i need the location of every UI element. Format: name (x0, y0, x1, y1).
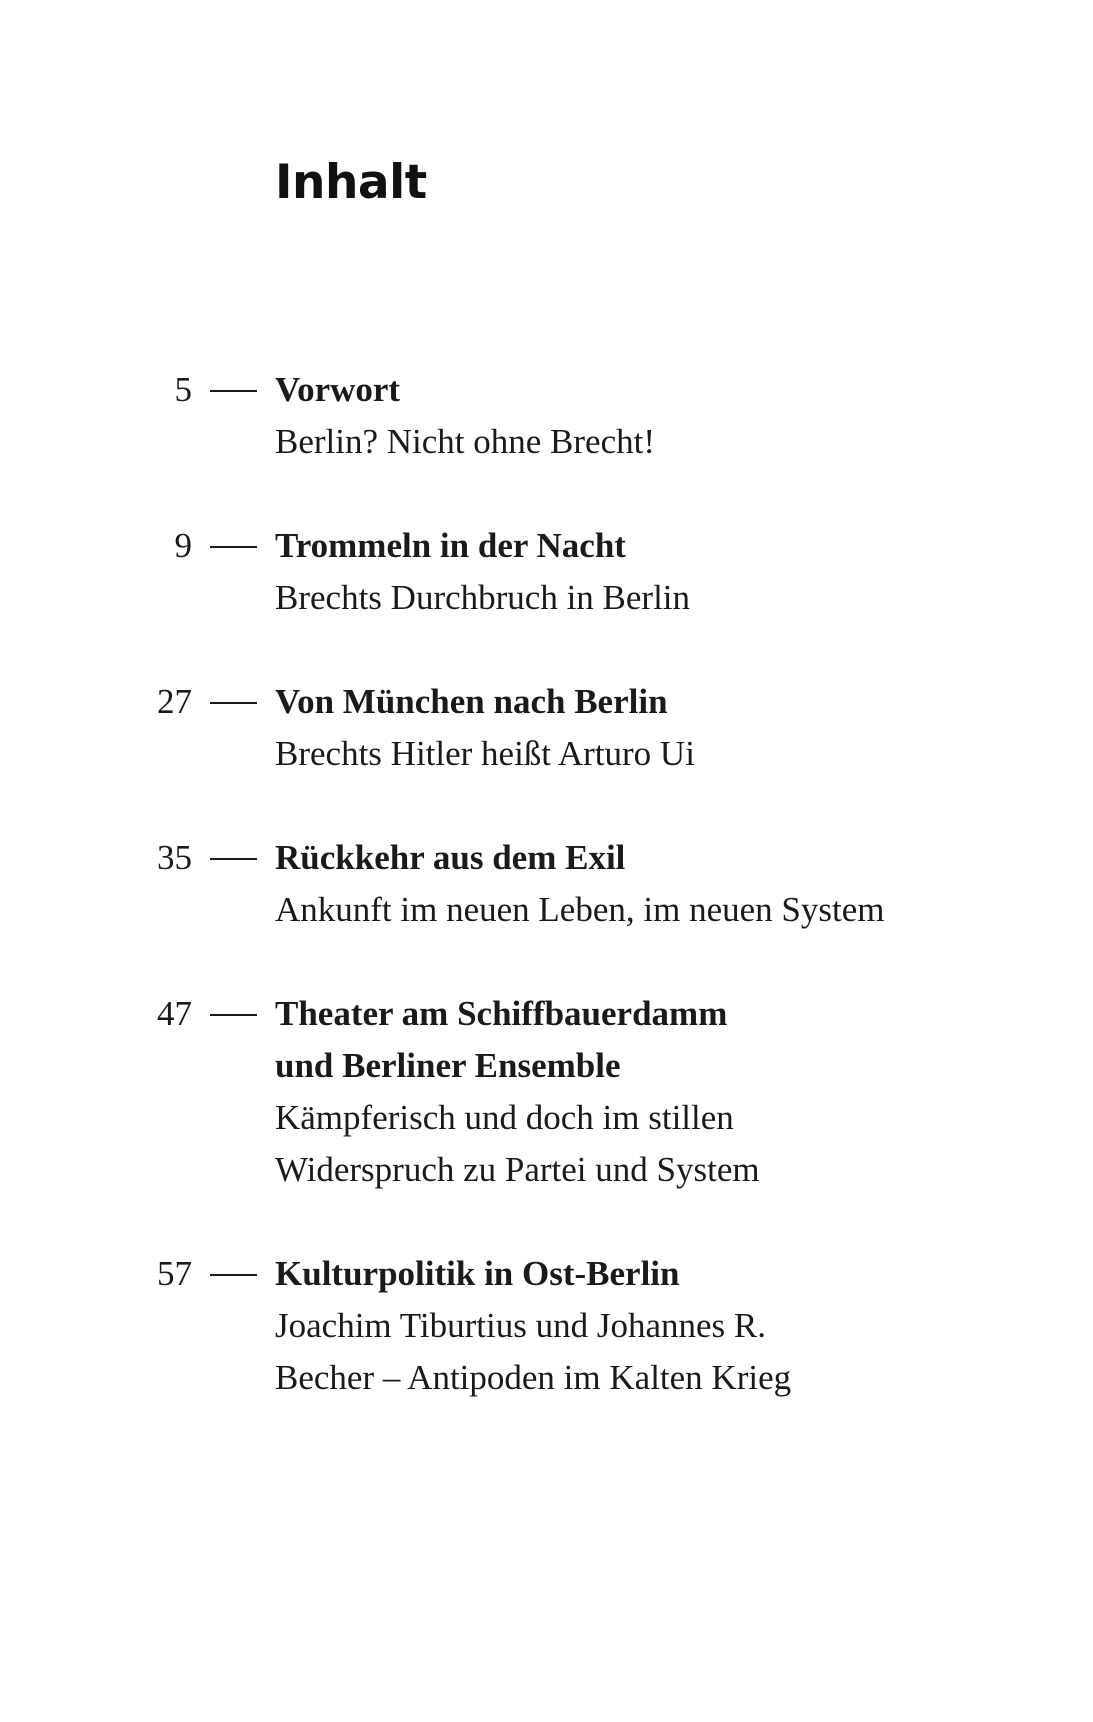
page-number: 5 (174, 370, 192, 409)
entry-subtitle: Brechts Hitler heißt Arturo Ui (275, 734, 695, 773)
toc-entry[interactable] (0, 520, 1093, 624)
entry-subtitle: Ankunft im neuen Leben, im neuen System (275, 890, 885, 929)
dash-separator (210, 858, 257, 860)
toc-entry[interactable] (0, 676, 1093, 780)
entry-subtitle: Joachim Tiburtius und Johannes R. (275, 1306, 767, 1345)
toc-entry[interactable] (0, 832, 1093, 936)
entry-title: Rückkehr aus dem Exil (275, 838, 626, 877)
page-number: 27 (157, 682, 192, 721)
dash-separator (210, 1274, 257, 1276)
entry-title: Von München nach Berlin (275, 682, 668, 721)
entry-subtitle: Berlin? Nicht ohne Brecht! (275, 422, 656, 461)
entry-subtitle: Brechts Durchbruch in Berlin (275, 578, 691, 617)
entry-title: Vorwort (275, 370, 401, 409)
page-number: 35 (157, 838, 192, 877)
entry-title: Trommeln in der Nacht (275, 526, 626, 565)
table-of-contents (0, 364, 1093, 1456)
entry-subtitle-continued: Becher – Antipoden im Kalten Krieg (275, 1358, 792, 1397)
page-title: Inhalt (275, 155, 427, 210)
dash-separator (210, 390, 257, 392)
page-number: 47 (157, 994, 192, 1033)
dash-separator (210, 702, 257, 704)
page-number: 9 (174, 526, 192, 565)
entry-title: Theater am Schiffbauerdamm (275, 994, 728, 1033)
entry-subtitle: Kämpferisch und doch im stillen (275, 1098, 734, 1137)
toc-entry[interactable] (0, 988, 1093, 1196)
page-number: 57 (157, 1254, 192, 1293)
dash-separator (210, 1014, 257, 1016)
entry-title-continued: und Berliner Ensemble (275, 1046, 621, 1085)
entry-subtitle-continued: Widerspruch zu Partei und System (275, 1150, 760, 1189)
toc-entry[interactable] (0, 1248, 1093, 1404)
entry-title: Kulturpolitik in Ost-Berlin (275, 1254, 680, 1293)
dash-separator (210, 546, 257, 548)
toc-entry[interactable] (0, 364, 1093, 468)
